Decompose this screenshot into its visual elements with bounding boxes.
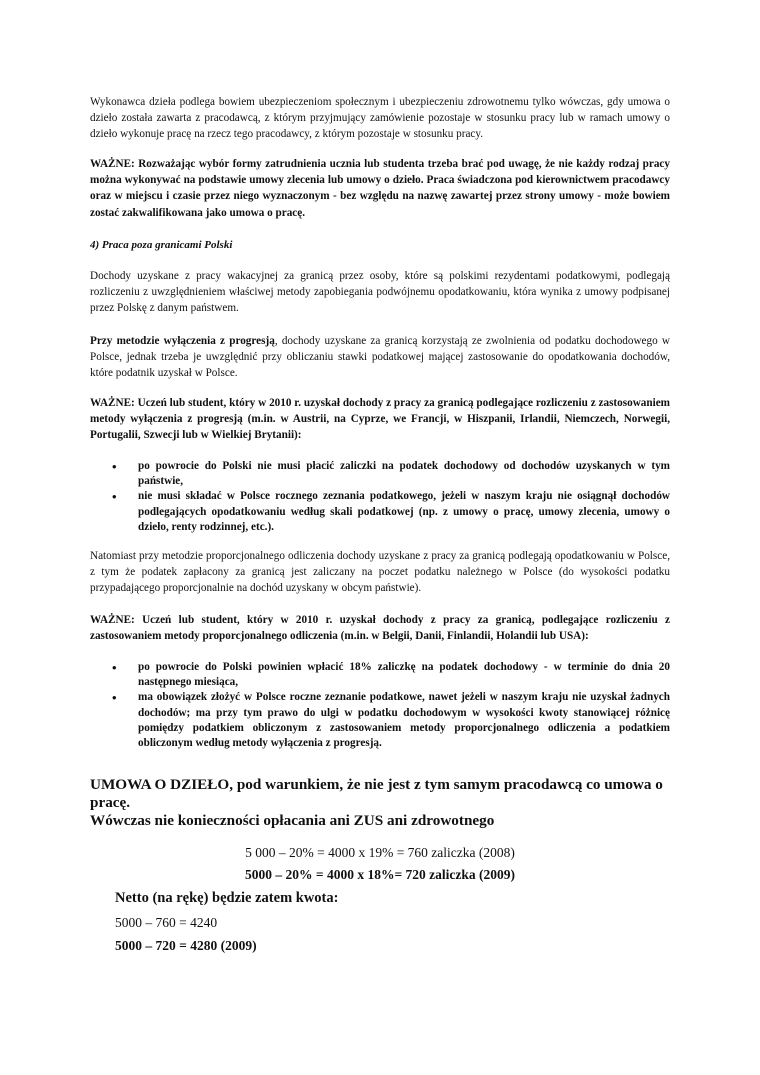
paragraph-text: WAŻNE: Rozważając wybór formy zatrudnienia ucznia lub studenta trzeba brać pod uwagę, że nie każdy rodzaj pracy można wykonywać na podstawie umowy zlecenia lub umowy o dzieło. Praca świadczona pod kierownictwem pracodawcy oraz w miejscu i czasie przez niego wyznaczonym - bez względu na nazwę zawartej przez strony umowy - może bowiem zostać zakwalifikowana jako umowa o pracę. [90,158,670,219]
net-result-2008: 5000 – 760 = 4240 [115,915,218,930]
paragraph-important-note-3 [90,612,670,644]
list-item-text: po powrocie do Polski powinien wpłacić 18% zaliczkę na podatek dochodowy - w terminie do dnia 20 następnego miesiąca, [138,661,670,689]
bullet-icon: • [112,459,117,474]
list-item [110,660,670,690]
list-item [110,489,670,535]
list-item-text: po powrocie do Polski nie musi płacić zaliczki na podatek dochodowy od dochodów uzyskanych w tym państwie, [138,460,670,488]
paragraph-employment-insurance [90,94,670,143]
bullet-list-exemption [110,459,670,535]
list-item-text: ma obowiązek złożyć w Polsce roczne zeznanie podatkowe, nawet jeżeli w naszym kraju nie uzyskał żadnych dochodów; ma przy tym prawo do ulgi w podatku dochodowym w wysokości kwoty stanowiącej różnicę pomiędzy podatkiem obliczonym z zastosowaniem metody proporcjonalnego odliczenia a podatkiem obliczonym według metody wyłączenia z progresją. [138,691,670,750]
calculation-2008: 5 000 – 20% = 4000 x 19% = 760 zaliczka (2008) [245,845,515,860]
contract-heading-line-2: Wówczas nie konieczności opłacania ani ZUS ani zdrowotnego [90,812,495,829]
section-heading-work-abroad: 4) Praca poza granicami Polski [90,239,233,251]
bullet-icon: • [112,489,117,505]
paragraph-text: Dochody uzyskane z pracy wakacyjnej za granicą przez osoby, które są polskimi rezydentami podatkowymi, podlegają rozliczeniu z uwzględnieniem właściwej metody zapobiegania podwójnemu opodatkowaniu, która wynika z umowy podpisanej przez Polskę z danym państwem. [90,270,670,315]
bullet-icon: • [112,690,117,706]
paragraph-text: Natomiast przy metodzie proporcjonalnego odliczenia dochody uzyskane z pracy za granicą podlegają opodatkowaniu w Polsce, z tym że podatek zapłacony za granicą jest zaliczany na poczet podatku należnego w Polsce (do wysokości podatku przypadającego proporcjonalnie na dochód uzyskany w obcym państwie). [90,550,670,595]
paragraph-important-note-1 [90,156,670,221]
contract-heading-line-1: UMOWA O DZIEŁO, pod warunkiem, że nie jest z tym samym pracodawcą co umowa o pracę. [90,776,663,811]
calculation-2009: 5000 – 20% = 4000 x 18%= 720 zaliczka (2009) [245,867,515,882]
net-amount-label: Netto (na rękę) będzie zatem kwota: [115,890,339,906]
paragraph-bold-lead: Przy metodzie wyłączenia z progresją [90,335,275,347]
contract-heading [90,776,690,830]
paragraph-proportional-method [90,548,670,597]
list-item [110,459,670,489]
paragraph-important-note-2 [90,395,670,444]
bullet-icon: • [112,660,117,675]
net-result-2009: 5000 – 720 = 4280 (2009) [115,938,257,953]
list-item-text: nie musi składać w Polsce rocznego zeznania podatkowego, jeżeli w naszym kraju nie osiągnął dochodów podlegających opodatkowaniu według skali podatkowej (np. z umowy o pracę, umowy zlecenia, umowy o dzieło, renty rodzinnej, etc.). [138,490,670,533]
paragraph-text: WAŻNE: Uczeń lub student, który w 2010 r. uzyskał dochody z pracy za granicą podlegające rozliczeniu z zastosowaniem metody wyłączenia z progresją (m.in. w Austrii, na Cyprze, we Francji, w Hiszpanii, Irlandii, Niemczech, Norwegii, Portugalii, Szwecji lub w Wielkiej Brytanii): [90,397,670,442]
paragraph-text: WAŻNE: Uczeń lub student, który w 2010 r. uzyskał dochody z pracy za granicą, podlegające rozliczeniu z zastosowaniem metody proporcjonalnego odliczenia (m.in. w Belgii, Danii, Finlandii, Holandii lub USA): [90,614,670,643]
paragraph-text: Wykonawca dzieła podlega bowiem ubezpieczeniom społecznym i ubezpieczeniu zdrowotnemu tylko wówczas, gdy umowa o dzieło została zawarta z pracodawcą, z którym przyjmujący zamówienie pozostaje w stosunku pracy lub w ramach umowy o dzieło wykonuje pracę na rzecz tego pracodawcy, z którym pozostaje w stosunku pracy. [90,96,670,141]
paragraph-rest: , dochody uzyskane za granicą korzystają ze zwolnienia od podatku dochodowego w Polsce, jednak trzeba je uwzględnić przy obliczaniu stawki podatkowej mającej zastosowanie do opodatkowania dochodów, które podatnik uzyskał w Polsce. [90,335,670,380]
bullet-list-proportional [110,660,670,751]
paragraph-income-abroad [90,268,670,317]
list-item [110,690,670,751]
paragraph-text [90,333,670,382]
paragraph-exemption-method [90,333,670,382]
